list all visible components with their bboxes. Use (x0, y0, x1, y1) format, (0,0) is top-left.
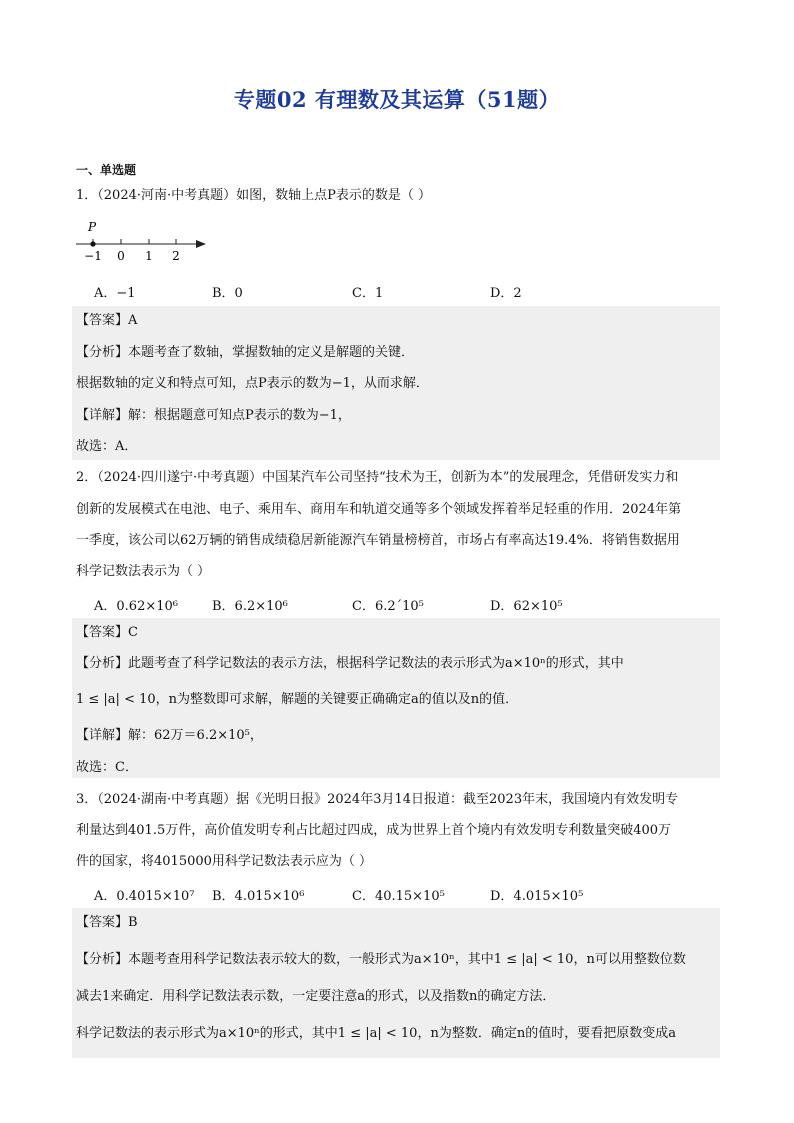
q1-choice: 故选：A． (76, 439, 138, 454)
q1-option-b: B．0 (212, 286, 243, 301)
q2-stem-3: 一季度，该公司以62万辆的销售成绩稳居新能源汽车销量榜榜首，市场占有率高达19.4%．将销售数据用 (76, 533, 680, 548)
q2-analysis-1: 【分析】此题考查了科学记数法的表示方法，根据科学记数法的表示形式为a×10ⁿ的形式，其中 (76, 656, 624, 671)
q3-analysis-2: 减去1来确定．用科学记数法表示数，一定要注意a的形式，以及指数n的确定方法． (76, 989, 556, 1004)
q1-analysis-2: 根据数轴的定义和特点可知，点P表示的数为−1，从而求解． (76, 376, 429, 391)
tick-label-minus-1: −1 (84, 249, 102, 263)
q1-option-a: A．−1 (94, 286, 136, 301)
number-line-figure (70, 214, 220, 264)
q1-answer: 【答案】A (76, 313, 138, 328)
q2-option-a: A．0.62×10⁶ (94, 599, 178, 614)
q3-answer: 【答案】B (76, 915, 138, 930)
page-title: 专题02 有理数及其运算（51题） (233, 87, 561, 112)
number-line-arrow (196, 240, 206, 248)
q2-detail: 【详解】解：62万＝6.2×10⁵， (76, 728, 263, 743)
q2-option-d: D．62×10⁵ (490, 599, 563, 614)
q2-choice: 故选：C． (76, 760, 138, 775)
tick-label-0: 0 (117, 249, 125, 263)
q2-stem-4: 科学记数法表示为（ ） (76, 564, 211, 579)
q1-detail: 【详解】解：根据题意可知点P表示的数为−1， (76, 408, 351, 423)
point-p-label: P (88, 220, 97, 234)
q3-analysis-1: 【分析】本题考查用科学记数法表示较大的数，一般形式为a×10ⁿ，其中1 ≤ |a| < 10，n可以用整数位数 (76, 952, 686, 967)
q3-option-d: D．4.015×10⁵ (490, 889, 584, 904)
q3-option-c: C．40.15×10⁵ (352, 889, 445, 904)
q2-answer: 【答案】C (76, 625, 138, 640)
q2-stem-1: 2．（2024·四川遂宁·中考真题）中国某汽车公司坚持“技术为王，创新为本”的发展理念，凭借研发实力和 (76, 470, 679, 485)
q3-stem-3: 件的国家，将4015000用科学记数法表示应为（ ） (76, 854, 373, 869)
q3-stem-2: 利量达到401.5万件，高价值发明专利占比超过四成，成为世界上首个境内有效发明专利数量突破400万 (76, 823, 672, 838)
q1-option-c: C．1 (352, 286, 384, 301)
q3-option-b: B．4.015×10⁶ (212, 889, 305, 904)
q2-option-c: C．6.2ˊ10⁵ (352, 599, 424, 614)
q3-analysis-3: 科学记数法的表示形式为a×10ⁿ的形式，其中1 ≤ |a| < 10，n为整数．确定n的值时，要看把原数变成a (76, 1026, 676, 1041)
tick-label-2: 2 (172, 249, 180, 263)
section-heading: 一、单选题 (76, 163, 137, 177)
q1-option-d: D．2 (490, 286, 522, 301)
tick-label-1: 1 (145, 249, 153, 263)
q3-option-a: A．0.4015×10⁷ (94, 889, 195, 904)
q2-analysis-2: 1 ≤ |a| < 10，n为整数即可求解，解题的关键要正确确定a的值以及n的值． (76, 692, 519, 707)
q1-analysis-1: 【分析】本题考查了数轴，掌握数轴的定义是解题的关键． (76, 345, 415, 360)
q3-stem-1: 3．（2024·湖南·中考真题）据《光明日报》2024年3月14日报道：截至2023年末，我国境内有效发明专 (76, 792, 679, 807)
q2-stem-2: 创新的发展模式在电池、电子、乘用车、商用车和轨道交通等多个领域发挥着举足轻重的作用．2024年第 (76, 502, 682, 517)
point-p (90, 241, 95, 246)
q2-option-b: B．6.2×10⁶ (212, 599, 288, 614)
q1-stem: 1．（2024·河南·中考真题）如图，数轴上点P表示的数是（ ） (76, 188, 431, 203)
